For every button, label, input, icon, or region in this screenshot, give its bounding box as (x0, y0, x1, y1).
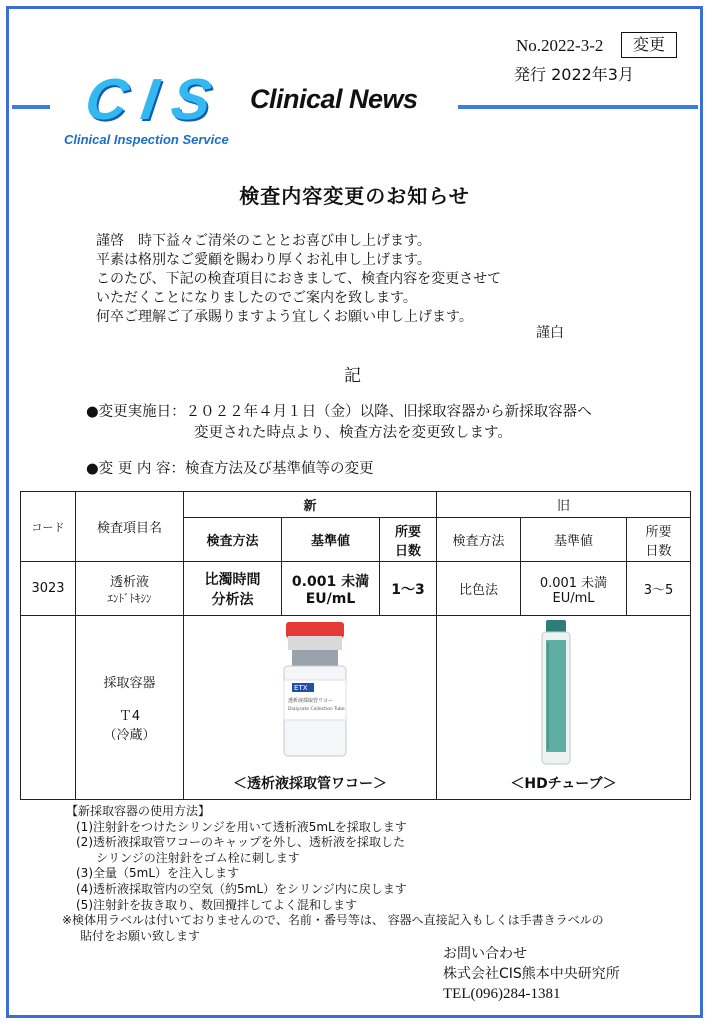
dialysate-vial-image (280, 620, 360, 760)
vial-text: 透析液採取管ワコー (288, 698, 334, 704)
old-container-caption: ＜HDチューブ＞ (510, 776, 617, 792)
row-code: 3023 (21, 562, 76, 616)
days-label: 日数 (645, 543, 672, 559)
ki-heading: 記 (344, 366, 361, 386)
days-label: 所要 (645, 524, 672, 540)
usage-instructions (62, 804, 604, 944)
instruction-step: (3)全量（5mL）を注入します (76, 866, 240, 881)
new-ref-header: 基準値 (282, 518, 380, 562)
old-days: 3〜5 (627, 562, 691, 616)
header-item: 検査項目名 (76, 492, 184, 562)
change-date-line: ●変更実施日：２０２２年４月１日（金）以降、旧採取容器から新採取容器へ (86, 404, 592, 420)
new-container-cell (184, 616, 437, 800)
old-method-header: 検査方法 (437, 518, 521, 562)
greeting-text (96, 232, 501, 327)
greeting-line: 謹啓 時下益々ご清栄のこととお喜び申し上げます。 (96, 233, 431, 249)
days-label: 日数 (394, 543, 421, 559)
header-rule-right (458, 105, 698, 109)
change-content: ●変 更 内 容：検査方法及び基準値等の変更 (86, 461, 374, 477)
storage-note: （冷蔵） (103, 728, 156, 743)
page-title: 検査内容変更のお知らせ (239, 184, 470, 208)
closing-word: 謹白 (536, 325, 564, 341)
contact-phone: TEL(096)284-1381 (443, 986, 561, 1002)
newsletter-title: Clinical News (250, 84, 418, 114)
instruction-step: (1)注射針をつけたシリンジを用いて透析液5mLを採取します (76, 819, 407, 834)
greeting-line: このたび、下記の検査項目におきまして、検査内容を変更させて (96, 271, 502, 287)
new-container-caption: ＜透析液採取管ワコー＞ (233, 776, 387, 792)
old-days-header (627, 518, 691, 562)
greeting-line: いただくことになりましたのでご案内を致します。 (96, 290, 417, 306)
label-note: 貼付をお願い致します (80, 928, 201, 943)
storage-code: Ｔ4 (118, 709, 141, 724)
test-change-table (20, 491, 691, 800)
new-ref-line: EU/mL (305, 590, 356, 607)
change-date (86, 402, 592, 444)
item-subname: ｴﾝﾄﾞﾄｷｼﾝ (107, 592, 152, 605)
days-label: 所要 (394, 524, 421, 540)
label-note: ※検体用ラベルは付いておりませんので、名前・番号等は、 容器へ直接記入もしくは手書きラベルの (62, 913, 604, 928)
instructions-heading: 【新採取容器の使用方法】 (66, 804, 211, 818)
new-method (184, 562, 282, 616)
instruction-step: シリンジの注射針をゴム栓に刺します (96, 850, 300, 865)
new-ref-line: 0.001 未満 (291, 573, 370, 590)
old-container-cell (437, 616, 691, 800)
old-ref (521, 562, 627, 616)
new-method-line: 比濁時間 (204, 571, 261, 588)
issue-date: 発行 2022年3月 (514, 65, 634, 84)
document-number: No.2022-3-2 (516, 36, 604, 55)
header-old: 旧 (437, 492, 691, 518)
container-code-cell (21, 616, 76, 800)
new-ref (282, 562, 380, 616)
contact-block (443, 944, 620, 1004)
hd-tube-image (534, 618, 574, 768)
old-ref-line: EU/mL (552, 590, 595, 606)
greeting-line: 平素は格別なご愛顧を賜わり厚くお礼申し上げます。 (96, 252, 431, 268)
row-item (76, 562, 184, 616)
change-date-line: 変更された時点より、検査方法を変更致します。 (194, 425, 512, 441)
item-name: 透析液 (109, 575, 149, 590)
old-method: 比色法 (437, 562, 521, 616)
cis-logo: CIS (81, 67, 230, 132)
instruction-step: (2)透析液採取管ワコーのキャップを外し、透析液を採取した (76, 835, 406, 850)
header-code: コード (21, 492, 76, 562)
change-badge: 変更 (621, 32, 677, 58)
greeting-line: 何卒ご理解ご了承賜りますよう宜しくお願い申し上げます。 (96, 309, 473, 325)
header-rule-left (12, 105, 50, 109)
logo-subtitle: Clinical Inspection Service (64, 132, 229, 147)
new-days-header (380, 518, 437, 562)
container-info (76, 616, 184, 800)
new-method-line: 分析法 (211, 591, 254, 608)
new-method-header: 検査方法 (184, 518, 282, 562)
old-ref-line: 0.001 未満 (539, 575, 608, 591)
header-new: 新 (184, 492, 437, 518)
instruction-step: (5)注射針を抜き取り、数回攪拌してよく混和します (76, 897, 358, 912)
old-ref-header: 基準値 (521, 518, 627, 562)
vial-text: Dialysate Collection Tube (288, 707, 345, 712)
new-days: 1〜3 (380, 562, 437, 616)
container-label: 採取容器 (103, 676, 156, 691)
contact-company: 株式会社CIS熊本中央研究所 (443, 966, 620, 982)
contact-heading: お問い合わせ (443, 946, 527, 962)
vial-label: ETX (294, 684, 308, 692)
instruction-step: (4)透析液採取管内の空気（約5mL）をシリンジ内に戻します (76, 881, 407, 896)
